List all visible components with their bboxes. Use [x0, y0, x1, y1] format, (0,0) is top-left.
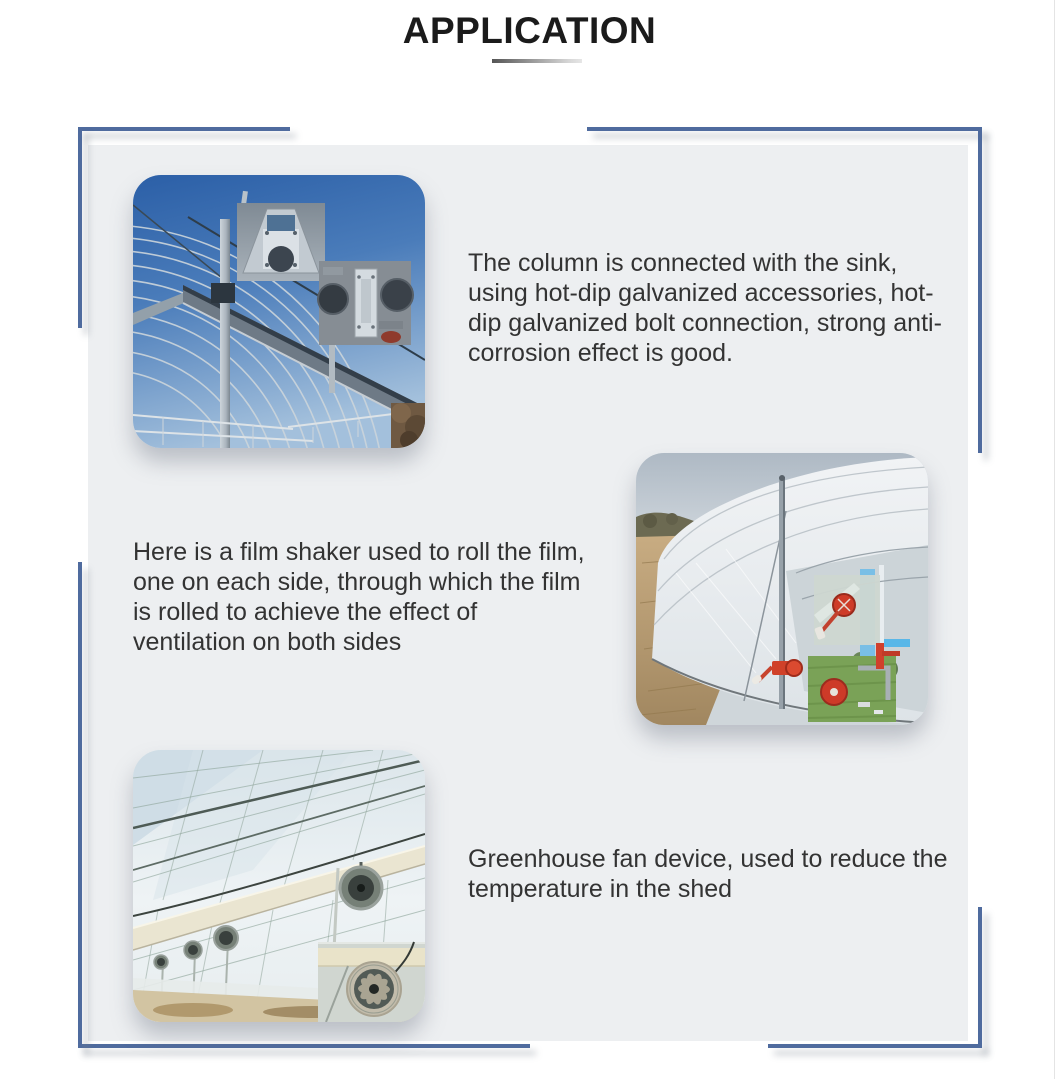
- page-title: APPLICATION: [402, 10, 657, 51]
- frame-segment-left-top: [78, 127, 82, 328]
- greenhouse-fan-photo: [133, 750, 425, 1022]
- frame-segment-top-left: [78, 127, 290, 131]
- film-shaker-photo: [636, 453, 928, 725]
- column-connection-text: The column is connected with the sink, using hot-dip galvanized accessories, hot-dip galvanized bolt connection, strong anti-corrosion effect is good.: [468, 249, 942, 367]
- frame-segment-top-right: [587, 127, 982, 131]
- frame-segment-bottom-right: [768, 1044, 982, 1048]
- steel-structure-photo: [133, 175, 425, 448]
- title-underline: [492, 59, 582, 63]
- frame-segment-right-bottom: [978, 907, 982, 1048]
- fan-device-text: Greenhouse fan device, used to reduce the temperature in the shed: [468, 845, 948, 903]
- page-edge-divider: [1054, 0, 1055, 1079]
- frame-segment-left-bottom: [78, 562, 82, 1048]
- frame-segment-right-top: [978, 127, 982, 453]
- film-shaker-text: Here is a film shaker used to roll the film, one on each side, through which the film is rolled to achieve the effect of ventilation on both sides: [133, 538, 585, 656]
- frame-segment-bottom-left: [78, 1044, 530, 1048]
